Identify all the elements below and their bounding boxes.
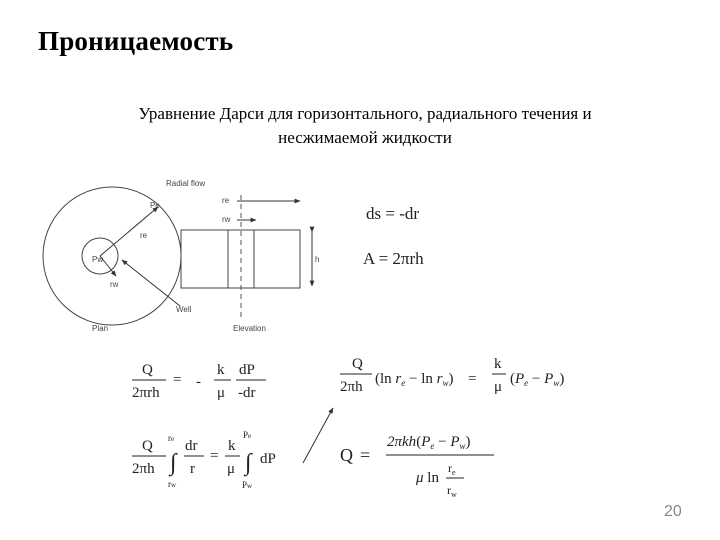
slide-title: Проницаемость [38,26,234,56]
svg-text:rw: rw [168,479,177,489]
svg-text:Pw: Pw [242,480,253,490]
svg-text:=: = [173,372,182,388]
svg-text:Pe: Pe [243,430,252,440]
svg-text:2πh: 2πh [340,379,363,395]
svg-text:2πrh: 2πrh [132,385,160,401]
elevation-label: Elevation [233,324,266,333]
svg-text:2πkh(Pe − Pw): $2\pi kh(P_e - P_w)$ [387,434,471,451]
svg-text:Q: Q [352,356,363,372]
well-label: Well [176,305,192,314]
ds-equation: ds = -dr [366,204,420,223]
svg-text:-: - [196,374,201,390]
svg-text:μ: μ [494,379,503,395]
re-radius-arrow [100,207,158,256]
svg-text:Q: Q [142,362,153,378]
slide-number: 20 [664,503,682,520]
svg-text:dP: dP [260,451,276,467]
darcy-differential-equation [132,362,266,401]
svg-text:Q: Q [142,438,153,454]
svg-text:re: re [168,433,175,443]
darcy-flow-rate-equation [340,434,494,499]
svg-text:2πh: 2πh [132,461,155,477]
svg-text:μ ln: μ ln [416,470,439,486]
svg-text:=: = [210,448,219,464]
svg-text:=: = [468,371,477,387]
plan-view [43,187,192,333]
re-label: re [140,231,148,240]
well-pointer-line-plan [122,260,180,306]
pe-label: Pe [150,201,160,210]
area-equation: A = 2πrh [363,249,424,268]
subtitle-line-2: несжимаемой жидкости [278,128,452,147]
svg-text:(ln re − ln rw): (ln $r_e - \ln r_w$) [375,371,454,388]
rw-side-label: rw [222,215,231,224]
svg-text:dr: dr [185,438,198,454]
plan-label: Plan [92,324,109,333]
pw-label: Pw [92,255,104,264]
svg-text:∫: ∫ [245,450,252,476]
darcy-integral-equation [132,430,276,490]
rw-label: rw [110,280,119,289]
svg-text:dP: dP [239,362,255,378]
svg-text:k: k [494,356,502,372]
svg-text:μ: μ [227,461,236,477]
svg-text:r: r [190,461,195,477]
h-label: h [315,255,320,264]
outer-boundary-circle [43,187,181,325]
svg-text:re: $r_e$ [448,461,456,477]
svg-text:Q: Q [340,445,353,465]
svg-text:∫: ∫ [170,450,177,476]
svg-text:μ: μ [217,385,226,401]
svg-text:=: = [360,445,371,465]
svg-text:k: k [217,362,225,378]
radial-flow-label: Radial flow [166,179,206,188]
derivation-arrow [303,408,333,463]
svg-text:(Pe − Pw): $(P_e - P_w)$ [510,371,565,388]
re-side-label: re [222,196,230,205]
svg-text:rw: $r_w$ [447,483,457,499]
subtitle-line-1: Уравнение Дарси для горизонтального, радиального течения и [138,104,592,123]
svg-text:-dr: -dr [238,385,256,401]
darcy-integrated-equation [340,356,564,395]
svg-text:k: k [228,438,236,454]
